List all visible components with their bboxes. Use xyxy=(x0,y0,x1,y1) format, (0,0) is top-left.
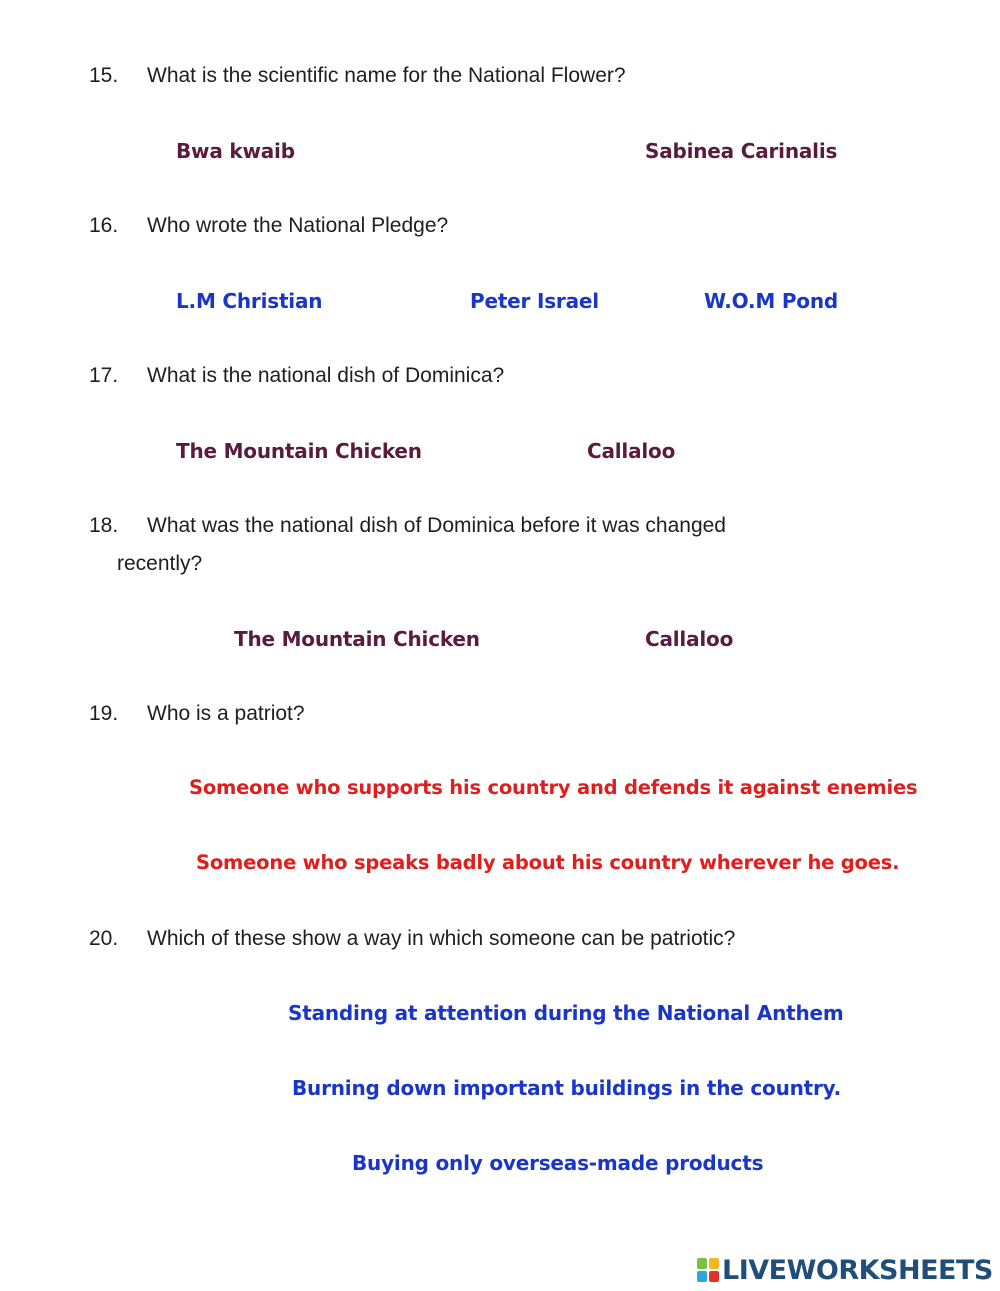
question-number: 15. xyxy=(89,64,119,87)
option-peter-israel[interactable]: Peter Israel xyxy=(470,289,599,313)
option-mountain-chicken[interactable]: The Mountain Chicken xyxy=(234,627,480,651)
question-number: 20. xyxy=(89,927,119,950)
option-mountain-chicken[interactable]: The Mountain Chicken xyxy=(176,439,422,463)
question-number: 16. xyxy=(89,214,119,237)
question-number: 18. xyxy=(89,514,119,537)
option-lm-christian[interactable]: L.M Christian xyxy=(176,289,323,313)
option-supports-country[interactable]: Someone who supports his country and defends it against enemies xyxy=(189,776,918,799)
option-overseas-products[interactable]: Buying only overseas-made products xyxy=(352,1151,764,1175)
liveworksheets-logo xyxy=(697,1252,993,1288)
question-number: 17. xyxy=(89,364,119,387)
question-text-continued: recently? xyxy=(117,552,203,575)
question-text: What was the national dish of Dominica before it was changed xyxy=(147,514,726,537)
question-text: Who wrote the National Pledge? xyxy=(147,214,449,237)
option-speaks-badly[interactable]: Someone who speaks badly about his country wherever he goes. xyxy=(196,851,900,874)
option-callaloo[interactable]: Callaloo xyxy=(645,627,734,651)
option-standing-attention[interactable]: Standing at attention during the National Anthem xyxy=(288,1001,844,1025)
option-wom-pond[interactable]: W.O.M Pond xyxy=(704,289,839,313)
option-burning-buildings[interactable]: Burning down important buildings in the country. xyxy=(292,1076,842,1100)
question-text: Which of these show a way in which someone can be patriotic? xyxy=(147,927,736,950)
liveworksheets-logo-icon xyxy=(697,1258,719,1282)
question-text: Who is a patriot? xyxy=(147,702,305,725)
option-sabinea-carinalis[interactable]: Sabinea Carinalis xyxy=(645,139,838,163)
logo-text: LIVEWORKSHEETS xyxy=(722,1254,993,1286)
option-callaloo[interactable]: Callaloo xyxy=(587,439,676,463)
question-text: What is the national dish of Dominica? xyxy=(147,364,505,387)
question-number: 19. xyxy=(89,702,119,725)
question-text: What is the scientific name for the National Flower? xyxy=(147,64,626,87)
option-bwa-kwaib[interactable]: Bwa kwaib xyxy=(176,139,295,163)
